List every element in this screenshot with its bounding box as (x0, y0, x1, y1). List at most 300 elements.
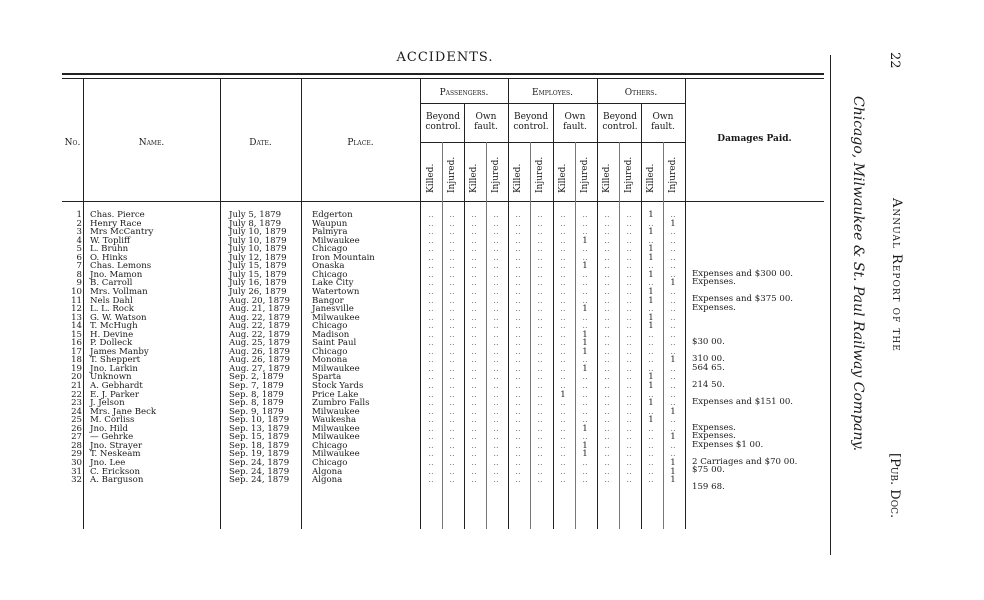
row-place: Sparta (312, 372, 342, 383)
empty-cell: .. (626, 244, 632, 255)
row-number: 15 (71, 329, 82, 340)
row-place: Milwaukee (312, 432, 360, 443)
empty-cell: .. (537, 381, 543, 391)
empty-cell: .. (493, 261, 499, 272)
empty-cell: .. (560, 355, 566, 366)
document-label: [Pub. Doc. (887, 453, 902, 519)
count-mark: 1 (582, 449, 588, 460)
empty-cell: .. (537, 286, 543, 297)
row-date: Aug. 27, 1879 (229, 363, 290, 374)
empty-cell: .. (648, 449, 654, 460)
empty-cell: .. (493, 457, 499, 468)
empty-cell: .. (471, 218, 477, 229)
row-date: Aug. 25, 1879 (229, 338, 290, 349)
empty-cell: .. (626, 218, 632, 229)
empty-cell: .. (493, 406, 499, 417)
empty-cell: .. (648, 440, 654, 451)
empty-cell: .. (428, 244, 434, 255)
empty-cell: .. (560, 449, 566, 460)
row-date: Sep. 19, 1879 (229, 449, 290, 460)
empty-cell: .. (560, 295, 566, 306)
subheader-beyond-control: Beyond control. (513, 112, 549, 132)
empty-cell: .. (471, 338, 477, 349)
subheader-injured: Injured. (580, 156, 590, 193)
empty-cell: .. (515, 355, 521, 366)
empty-cell: .. (582, 252, 588, 263)
damages-paid: $75 00. (692, 465, 725, 476)
row-place: Chicago (312, 321, 348, 332)
empty-cell: .. (582, 269, 588, 280)
empty-cell: .. (471, 381, 477, 391)
row-number: 20 (71, 372, 82, 383)
header-date: Date. (249, 138, 272, 148)
empty-cell: .. (626, 475, 632, 486)
empty-cell: .. (515, 218, 521, 229)
row-number: 30 (71, 457, 82, 468)
row-number: 12 (71, 304, 82, 315)
row-place: Bangor (312, 295, 344, 306)
row-date: Aug. 21, 1879 (229, 304, 290, 315)
row-date: Aug. 22, 1879 (229, 321, 290, 332)
empty-cell: .. (537, 372, 543, 383)
empty-cell: .. (471, 457, 477, 468)
empty-cell: .. (449, 440, 455, 451)
empty-cell: .. (471, 295, 477, 306)
empty-cell: .. (515, 286, 521, 297)
row-number: 2 (76, 218, 82, 229)
empty-cell: .. (449, 346, 455, 357)
empty-cell: .. (560, 372, 566, 383)
row-place: Chicago (312, 269, 348, 280)
row-number: 32 (71, 475, 82, 486)
empty-cell: .. (537, 321, 543, 332)
row-name: — Gehrke (90, 432, 134, 443)
row-name: J. Jelson (90, 398, 125, 409)
empty-cell: .. (626, 227, 632, 238)
row-place: Lake City (312, 278, 354, 289)
empty-cell: .. (604, 440, 610, 451)
row-name: Unknown (90, 372, 132, 383)
empty-cell: .. (428, 423, 434, 434)
empty-cell: .. (471, 235, 477, 246)
empty-cell: .. (648, 278, 654, 289)
empty-cell: .. (428, 304, 434, 315)
empty-cell: .. (493, 363, 499, 374)
empty-cell: .. (560, 363, 566, 374)
row-name: Nels Dahl (90, 295, 133, 306)
row-number: 19 (71, 363, 82, 374)
empty-cell: .. (560, 415, 566, 426)
row-place: Stock Yards (312, 381, 364, 391)
row-name: E. J. Parker (90, 389, 140, 400)
empty-cell: .. (471, 321, 477, 332)
row-name: Mrs. Vollman (90, 286, 148, 297)
empty-cell: .. (626, 269, 632, 280)
empty-cell: .. (515, 372, 521, 383)
empty-cell: .. (428, 295, 434, 306)
empty-cell: .. (626, 449, 632, 460)
company-name: Chicago, Milwaukee & St. Paul Railway Company. (850, 96, 866, 452)
empty-cell: .. (471, 252, 477, 263)
empty-cell: .. (449, 321, 455, 332)
empty-cell: .. (604, 329, 610, 340)
subheader-beyond-control: Beyond control. (602, 112, 638, 132)
empty-cell: .. (493, 338, 499, 349)
empty-cell: .. (537, 227, 543, 238)
empty-cell: .. (515, 312, 521, 323)
empty-cell: .. (449, 261, 455, 272)
empty-cell: .. (449, 423, 455, 434)
empty-cell: .. (626, 295, 632, 306)
header-no: No. (64, 138, 81, 148)
empty-cell: .. (537, 329, 543, 340)
empty-cell: .. (515, 363, 521, 374)
row-number: 31 (71, 466, 82, 477)
empty-cell: .. (626, 278, 632, 289)
empty-cell: .. (582, 398, 588, 409)
empty-cell: .. (582, 227, 588, 238)
header-damages: Damages Paid. (717, 134, 792, 144)
empty-cell: .. (515, 227, 521, 238)
subheader-injured: Injured. (668, 156, 678, 193)
empty-cell: .. (670, 363, 676, 374)
empty-cell: .. (493, 389, 499, 400)
row-number: 28 (71, 440, 82, 451)
empty-cell: .. (537, 295, 543, 306)
damages-paid: 214 50. (692, 379, 725, 390)
damages-paid: 564 65. (692, 362, 725, 373)
empty-cell: .. (560, 346, 566, 357)
empty-cell: .. (604, 475, 610, 486)
empty-cell: .. (471, 346, 477, 357)
subheader-injured: Injured. (491, 156, 501, 193)
row-number: 6 (76, 252, 82, 263)
empty-cell: .. (560, 210, 566, 220)
empty-cell: .. (582, 210, 588, 220)
empty-cell: .. (582, 218, 588, 229)
row-name: Henry Race (90, 218, 142, 229)
empty-cell: .. (471, 261, 477, 272)
row-date: Sep. 9, 1879 (229, 406, 284, 417)
count-mark: 1 (648, 381, 654, 391)
empty-cell: .. (428, 440, 434, 451)
empty-cell: .. (449, 252, 455, 263)
empty-cell: .. (449, 457, 455, 468)
empty-cell: .. (626, 261, 632, 272)
empty-cell: .. (537, 346, 543, 357)
subheader-killed: Killed. (513, 163, 523, 193)
header-others: Others. (624, 88, 658, 98)
empty-cell: .. (560, 244, 566, 255)
empty-cell: .. (604, 210, 610, 220)
empty-cell: .. (604, 244, 610, 255)
empty-cell: .. (449, 363, 455, 374)
row-place: Chicago (312, 346, 348, 357)
empty-cell: .. (626, 381, 632, 391)
empty-cell: .. (493, 244, 499, 255)
damages-paid: 159 68. (692, 482, 725, 493)
damages-paid: Expenses. (692, 302, 736, 313)
count-mark: 1 (582, 363, 588, 374)
empty-cell: .. (604, 466, 610, 477)
damages-paid: 2 Carriages and $70 00. (692, 456, 798, 467)
empty-cell: .. (626, 398, 632, 409)
row-name: Jno. Strayer (90, 440, 143, 451)
empty-cell: .. (428, 235, 434, 246)
empty-cell: .. (515, 210, 521, 220)
empty-cell: .. (428, 381, 434, 391)
empty-cell: .. (670, 304, 676, 315)
row-date: Aug. 22, 1879 (229, 329, 290, 340)
count-mark: 1 (648, 415, 654, 426)
empty-cell: .. (604, 278, 610, 289)
empty-cell: .. (670, 338, 676, 349)
empty-cell: .. (493, 381, 499, 391)
empty-cell: .. (471, 449, 477, 460)
empty-cell: .. (471, 440, 477, 451)
count-mark: 1 (648, 227, 654, 238)
empty-cell: .. (449, 235, 455, 246)
row-place: Palmyra (312, 227, 348, 238)
empty-cell: .. (493, 210, 499, 220)
row-date: July 10, 1879 (229, 227, 287, 238)
subheader-killed: Killed. (558, 163, 568, 193)
row-date: Aug. 26, 1879 (229, 355, 290, 366)
row-place: Milwaukee (312, 312, 360, 323)
empty-cell: .. (670, 295, 676, 306)
row-date: Sep. 24, 1879 (229, 475, 290, 486)
empty-cell: .. (515, 338, 521, 349)
empty-cell: .. (670, 423, 676, 434)
row-place: Milwaukee (312, 363, 360, 374)
empty-cell: .. (537, 432, 543, 443)
empty-cell: .. (648, 338, 654, 349)
empty-cell: .. (626, 432, 632, 443)
empty-cell: .. (493, 252, 499, 263)
empty-cell: .. (428, 252, 434, 263)
empty-cell: .. (537, 389, 543, 400)
empty-cell: .. (449, 278, 455, 289)
row-date: Sep. 7, 1879 (229, 381, 284, 391)
empty-cell: .. (493, 346, 499, 357)
subheader-injured: Injured. (624, 156, 634, 193)
empty-cell: .. (582, 295, 588, 306)
empty-cell: .. (515, 252, 521, 263)
count-mark: 1 (648, 269, 654, 280)
row-name: Jno. Hild (90, 423, 128, 434)
empty-cell: .. (428, 346, 434, 357)
empty-cell: .. (515, 278, 521, 289)
empty-cell: .. (515, 466, 521, 477)
row-name: P. Dolleck (90, 338, 133, 349)
empty-cell: .. (449, 244, 455, 255)
empty-cell: .. (537, 355, 543, 366)
empty-cell: .. (626, 235, 632, 246)
empty-cell: .. (604, 449, 610, 460)
damages-paid: Expenses. (692, 431, 736, 442)
empty-cell: .. (670, 346, 676, 357)
empty-cell: .. (626, 355, 632, 366)
empty-cell: .. (604, 381, 610, 391)
empty-cell: .. (493, 423, 499, 434)
empty-cell: .. (428, 432, 434, 443)
empty-cell: .. (471, 389, 477, 400)
empty-cell: .. (428, 389, 434, 400)
empty-cell: .. (648, 346, 654, 357)
empty-cell: .. (537, 415, 543, 426)
row-place: Janesville (312, 304, 354, 315)
row-date: July 15, 1879 (229, 269, 287, 280)
row-name: T. Sheppert (90, 355, 141, 366)
row-number: 3 (76, 227, 82, 238)
empty-cell: .. (537, 312, 543, 323)
empty-cell: .. (582, 244, 588, 255)
empty-cell: .. (582, 355, 588, 366)
empty-cell: .. (626, 210, 632, 220)
row-name: Chas. Lemons (90, 261, 152, 272)
empty-cell: .. (670, 227, 676, 238)
empty-cell: .. (537, 423, 543, 434)
row-name: M. Corliss (90, 415, 135, 426)
empty-cell: .. (604, 304, 610, 315)
empty-cell: .. (537, 210, 543, 220)
empty-cell: .. (515, 295, 521, 306)
row-number: 5 (76, 244, 82, 255)
empty-cell: .. (626, 389, 632, 400)
empty-cell: .. (471, 475, 477, 486)
row-place: Onaska (312, 261, 345, 272)
empty-cell: .. (604, 338, 610, 349)
count-mark: 1 (582, 329, 588, 340)
empty-cell: .. (428, 227, 434, 238)
empty-cell: .. (493, 432, 499, 443)
row-date: July 12, 1879 (229, 252, 287, 263)
row-date: Sep. 2, 1879 (229, 372, 284, 383)
empty-cell: .. (582, 389, 588, 400)
empty-cell: .. (471, 372, 477, 383)
count-mark: 1 (648, 252, 654, 263)
row-place: Waupun (312, 218, 348, 229)
empty-cell: .. (449, 466, 455, 477)
row-number: 11 (71, 295, 82, 306)
empty-cell: .. (626, 406, 632, 417)
row-place: Algona (312, 475, 343, 486)
empty-cell: .. (604, 235, 610, 246)
empty-cell: .. (560, 406, 566, 417)
empty-cell: .. (471, 466, 477, 477)
empty-cell: .. (604, 355, 610, 366)
empty-cell: .. (670, 389, 676, 400)
count-mark: 1 (582, 338, 588, 349)
header-bottom-rule (62, 201, 824, 202)
empty-cell: .. (428, 398, 434, 409)
row-place: Milwaukee (312, 406, 360, 417)
empty-cell: .. (449, 432, 455, 443)
empty-cell: .. (515, 457, 521, 468)
count-mark: 1 (670, 457, 676, 468)
row-number: 8 (76, 269, 82, 280)
row-name: Jno. Mamon (90, 269, 143, 280)
empty-cell: .. (648, 432, 654, 443)
row-name: L. L. Rock (90, 304, 135, 315)
header-passengers: Passengers. (439, 88, 489, 98)
empty-cell: .. (648, 329, 654, 340)
empty-cell: .. (560, 252, 566, 263)
row-place: Edgerton (312, 210, 353, 220)
empty-cell: .. (537, 398, 543, 409)
empty-cell: .. (471, 432, 477, 443)
empty-cell: .. (670, 329, 676, 340)
subheader-own-fault: Own fault. (651, 112, 675, 132)
empty-cell: .. (560, 321, 566, 332)
empty-cell: .. (604, 218, 610, 229)
page-number: 22 (887, 52, 902, 69)
empty-cell: .. (449, 449, 455, 460)
empty-cell: .. (493, 329, 499, 340)
empty-cell: .. (582, 381, 588, 391)
empty-cell: .. (648, 218, 654, 229)
empty-cell: .. (582, 432, 588, 443)
row-date: Aug. 22, 1879 (229, 312, 290, 323)
empty-cell: .. (670, 321, 676, 332)
empty-cell: .. (493, 398, 499, 409)
empty-cell: .. (515, 449, 521, 460)
subheader-own-fault: Own fault. (563, 112, 587, 132)
empty-cell: .. (560, 304, 566, 315)
count-mark: 1 (560, 389, 566, 400)
empty-cell: .. (428, 329, 434, 340)
empty-cell: .. (537, 218, 543, 229)
empty-cell: .. (626, 252, 632, 263)
empty-cell: .. (515, 389, 521, 400)
empty-cell: .. (471, 304, 477, 315)
subheader-beyond-control: Beyond control. (425, 112, 461, 132)
empty-cell: .. (428, 338, 434, 349)
empty-cell: .. (493, 321, 499, 332)
empty-cell: .. (493, 304, 499, 315)
empty-cell: .. (626, 440, 632, 451)
empty-cell: .. (670, 269, 676, 280)
top-rule-thin (62, 78, 824, 79)
empty-cell: .. (493, 235, 499, 246)
empty-cell: .. (604, 363, 610, 374)
subheader-killed: Killed. (646, 163, 656, 193)
empty-cell: .. (493, 269, 499, 280)
empty-cell: .. (537, 244, 543, 255)
empty-cell: .. (560, 398, 566, 409)
empty-cell: .. (604, 252, 610, 263)
row-date: July 15, 1879 (229, 261, 287, 272)
empty-cell: .. (449, 406, 455, 417)
empty-cell: .. (471, 329, 477, 340)
empty-cell: .. (537, 466, 543, 477)
empty-cell: .. (449, 389, 455, 400)
empty-cell: .. (515, 261, 521, 272)
empty-cell: .. (604, 423, 610, 434)
row-number: 17 (71, 346, 82, 357)
empty-cell: .. (471, 415, 477, 426)
empty-cell: .. (493, 227, 499, 238)
row-date: July 10, 1879 (229, 235, 287, 246)
row-date: July 8, 1879 (229, 218, 282, 229)
empty-cell: .. (560, 218, 566, 229)
empty-cell: .. (449, 295, 455, 306)
empty-cell: .. (560, 227, 566, 238)
subheader-own-fault: Own fault. (474, 112, 498, 132)
empty-cell: .. (670, 210, 676, 220)
empty-cell: .. (515, 381, 521, 391)
empty-cell: .. (560, 457, 566, 468)
